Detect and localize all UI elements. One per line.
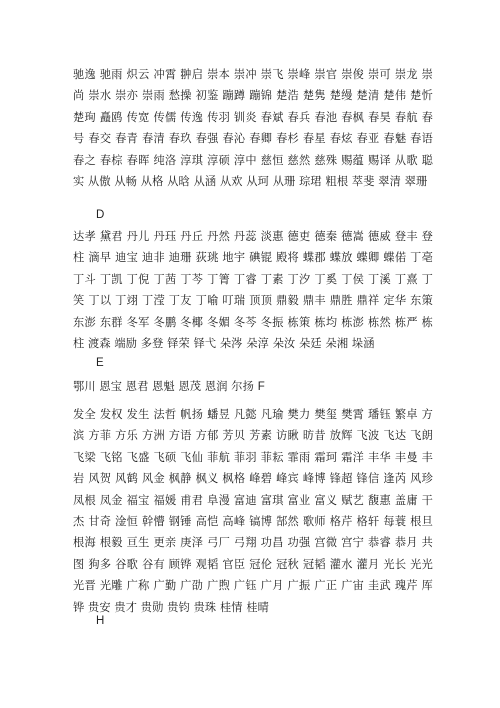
section-letter-e: E <box>96 357 104 369</box>
name-list-e <box>73 376 433 398</box>
name-list-f-g: 发全 发权 发生 法哲 帆扬 蟠昱 凡懿 凡瑜 樊力 樊玺 樊霄 璠钰 繁卓 方滨 方菲 方乐 方洲 方语 方郁 芳贝 芳素 访瞅 昉昔 放辉 飞波 飞达 飞朗 飞梁 飞铭 飞盛 飞硕 飞仙 菲航 菲羽 菲耘 霏雨 霜珂 霜洋 丰华 丰曼 丰岩 风贺 风鹤 风金 枫静 枫义 枫格 峰碧 峰宾 峰博 锋超 锋信 逢芮 风珍 凤根 凤金 福宝 福媛 甫君 阜漫 富迪 富琪 富业 富义 赋艺 馥惠 盖庸 干杰 甘奇 淦恒 幹懵 钢锤 高恺 高峰 镐博 郜然 歌师 格芹 格轩 每蓑 根旦 根海 根毅 亘生 更亲 庚泽 弓厂 弓翔 功昌 功强 宫微 宫宁 恭睿 恭月 共图 狗多 谷歌 谷有 顾铧 观韬 官臣 冠伦 冠秋 冠韬 灌水 灌月 光长 光光 光晋 光雕 广称 广勤 广劭 广煦 广钰 广月 广振 广正 广宙 圭武 瑰芹 厍铧 贵安 贵才 贵勋 贵钧 贵珠 桂情 桂晴 <box>73 408 433 614</box>
section-letter-f: F <box>257 381 265 393</box>
section-letter-d: D <box>96 209 105 221</box>
name-list-c: 驰逸 驰雨 炽云 冲霄 翀启 崇本 崇冲 崇飞 崇峰 崇官 崇俊 崇可 崇龙 崇尚 崇水 崇亦 崇雨 愁操 初鉴 蹦蹲 蹦锦 楚浩 楚隽 楚缦 楚清 楚伟 楚忻 楚珣 矗鸥 传宽 传儒 传逸 传羽 钏炎 春斌 春兵 春池 春枫 春昊 春航 春号 春交 春青 春清 春玖 春强 春沁 春卿 春杉 春星 春炫 春亚 春魅 春语 春之 春棕 春晖 纯洛 淳琪 淳硕 淳中 慈恒 慈然 慈殊 赐蕴 赐译 从歌 聪实 从傲 从畅 从格 从晗 从涵 从欢 从珂 从珊 琮珺 粗根 萃斐 翠清 翠珊 <box>73 68 433 189</box>
name-list-d: 达孝 黛君 丹儿 丹珏 丹丘 丹然 丹蕊 淡惠 德吏 德秦 德嵩 德威 登丰 登柱 滴早 迪宝 迪非 迪珊 荻珧 地宇 碘锟 殿将 蝶郡 蝶放 蝶卿 蝶偌 丁亳 丁斗 丁凯 丁倪 丁茜 丁芩 丁箐 丁睿 丁素 丁汐 丁奚 丁侯 丁溪 丁熹 丁笑 丁以 丁翊 丁滢 丁友 丁喻 叮瑞 顶顶 鼎毅 鼎丰 鼎胜 鼎祥 定华 东策 东澎 东群 冬军 冬鹏 冬椰 冬媚 冬芩 冬振 栋策 栋均 栋澎 栋然 栋严 栋柱 渡森 端励 多登 铎荣 铎弋 朵涔 朵淳 朵汝 朵廷 朵湘 垛涵 <box>73 230 433 351</box>
name-list-e-text: 鄂川 恩宝 恩君 恩魁 恩茂 恩润 尔扬 <box>73 380 254 393</box>
section-letter-h: H <box>96 615 105 627</box>
